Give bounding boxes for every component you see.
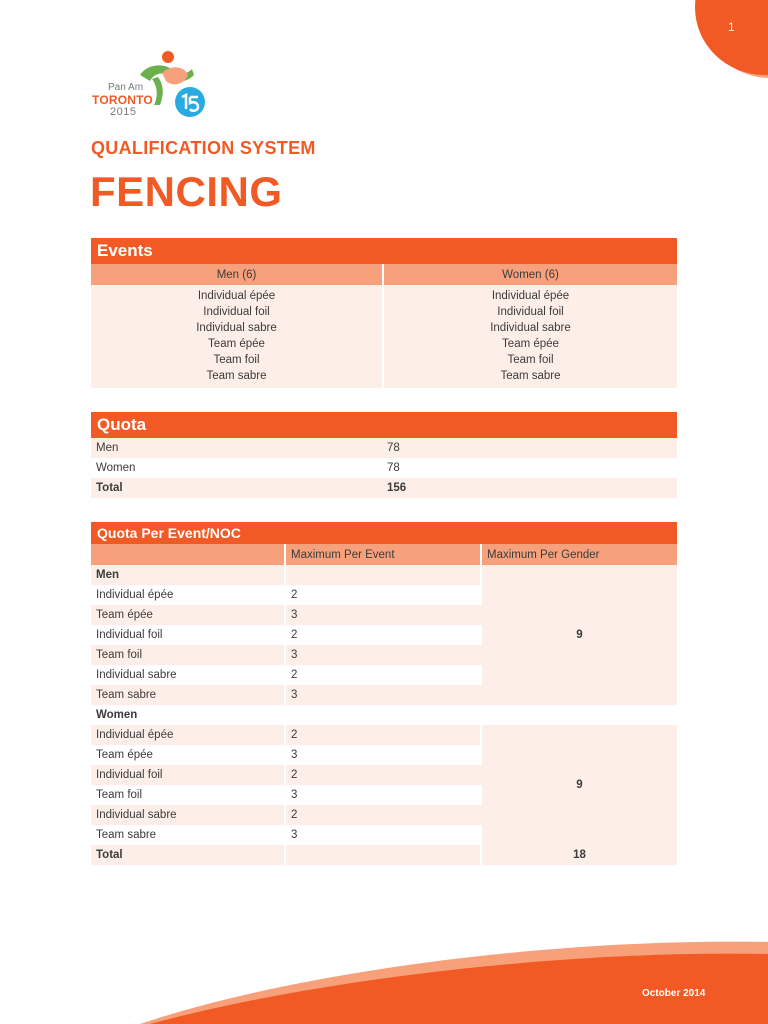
list-item: Individual foil: [497, 306, 564, 319]
list-item: Team foil: [507, 354, 554, 367]
qpe-women-label: Women: [91, 705, 286, 725]
qpe-men-gender-max: 9: [482, 565, 677, 705]
events-women-list: [384, 285, 677, 388]
quota-per-event-table: [91, 544, 677, 865]
qpe-max: 3: [286, 825, 482, 845]
table-row: [91, 705, 677, 725]
list-item: Team épée: [208, 338, 265, 351]
table-cell: [286, 565, 482, 585]
qpe-event: Individual foil: [91, 765, 286, 785]
qpe-max: 3: [286, 605, 482, 625]
events-table: [91, 264, 677, 388]
page-subtitle: QUALIFICATION SYSTEM: [91, 138, 316, 158]
events-section: [91, 238, 677, 388]
qpe-event: Individual sabre: [91, 665, 286, 685]
qpe-event: Team épée: [91, 605, 286, 625]
table-row: [91, 845, 677, 865]
page-number: 1: [728, 20, 735, 34]
list-item: Individual sabre: [196, 322, 277, 335]
table-row: [91, 478, 677, 498]
qpe-max: 3: [286, 645, 482, 665]
list-item: Individual épée: [491, 290, 570, 302]
qpe-max: 2: [286, 585, 482, 605]
qpe-max: 3: [286, 785, 482, 805]
list-item: Team sabre: [500, 370, 561, 383]
qpe-max: 2: [286, 725, 482, 745]
table-cell: [482, 705, 677, 725]
qpe-max: 3: [286, 745, 482, 765]
table-cell: [286, 845, 482, 865]
page-corner-tab: [695, 0, 768, 75]
qpe-men-label: Men: [91, 565, 286, 585]
qpe-col-event: [91, 544, 286, 565]
qpe-women-gender-max: 9: [482, 725, 677, 845]
qpe-event: Team foil: [91, 785, 286, 805]
events-men-list: [91, 285, 384, 388]
footer-date: October 2014: [642, 988, 706, 999]
quota-per-event-section: [91, 522, 677, 865]
logo-year-text: 2015: [110, 106, 137, 118]
logo-panam-text: Pan Am: [108, 82, 144, 93]
table-row: [91, 438, 677, 458]
events-col-women: Women (6): [384, 264, 677, 285]
qpe-event: Individual sabre: [91, 805, 286, 825]
qpe-event: Individual épée: [91, 585, 286, 605]
qpe-event: Team épée: [91, 745, 286, 765]
events-heading: Events: [91, 238, 677, 264]
list-item: Individual foil: [203, 306, 270, 319]
qpe-event: Team sabre: [91, 685, 286, 705]
qpe-col-max-gender: Maximum Per Gender: [482, 544, 677, 565]
qpe-max: 2: [286, 765, 482, 785]
quota-label: Men: [91, 438, 384, 458]
table-cell: [286, 705, 482, 725]
qpe-max: 2: [286, 805, 482, 825]
events-col-men: Men (6): [91, 264, 384, 285]
footer-wave-graphic: [0, 930, 768, 1024]
list-item: Team épée: [502, 338, 559, 351]
quota-table: [91, 438, 677, 498]
qpe-event: Team sabre: [91, 825, 286, 845]
list-item: Individual épée: [197, 290, 276, 302]
quota-total-value: 156: [384, 478, 677, 498]
qpe-max: 3: [286, 685, 482, 705]
qpe-col-max-event: Maximum Per Event: [286, 544, 482, 565]
qpe-max: 2: [286, 625, 482, 645]
quota-section: [91, 412, 677, 498]
qpe-max: 2: [286, 665, 482, 685]
qpe-event: Individual épée: [91, 725, 286, 745]
page-title: FENCING: [90, 168, 283, 215]
list-item: Team sabre: [206, 370, 267, 383]
quota-value: 78: [384, 458, 677, 478]
logo-toronto-text: TORONTO: [92, 93, 153, 107]
qpe-event: Individual foil: [91, 625, 286, 645]
list-item: Individual sabre: [490, 322, 571, 335]
table-row: [91, 565, 677, 585]
table-row: [91, 725, 677, 745]
table-row: [91, 458, 677, 478]
list-item: Team foil: [213, 354, 260, 367]
qpe-event: Team foil: [91, 645, 286, 665]
quota-per-event-heading: Quota Per Event/NOC: [91, 522, 677, 544]
quota-label: Women: [91, 458, 384, 478]
quota-heading: Quota: [91, 412, 677, 438]
quota-value: 78: [384, 438, 677, 458]
qpe-total-label: Total: [91, 845, 286, 865]
quota-total-label: Total: [91, 478, 384, 498]
qpe-total-value: 18: [482, 845, 677, 865]
